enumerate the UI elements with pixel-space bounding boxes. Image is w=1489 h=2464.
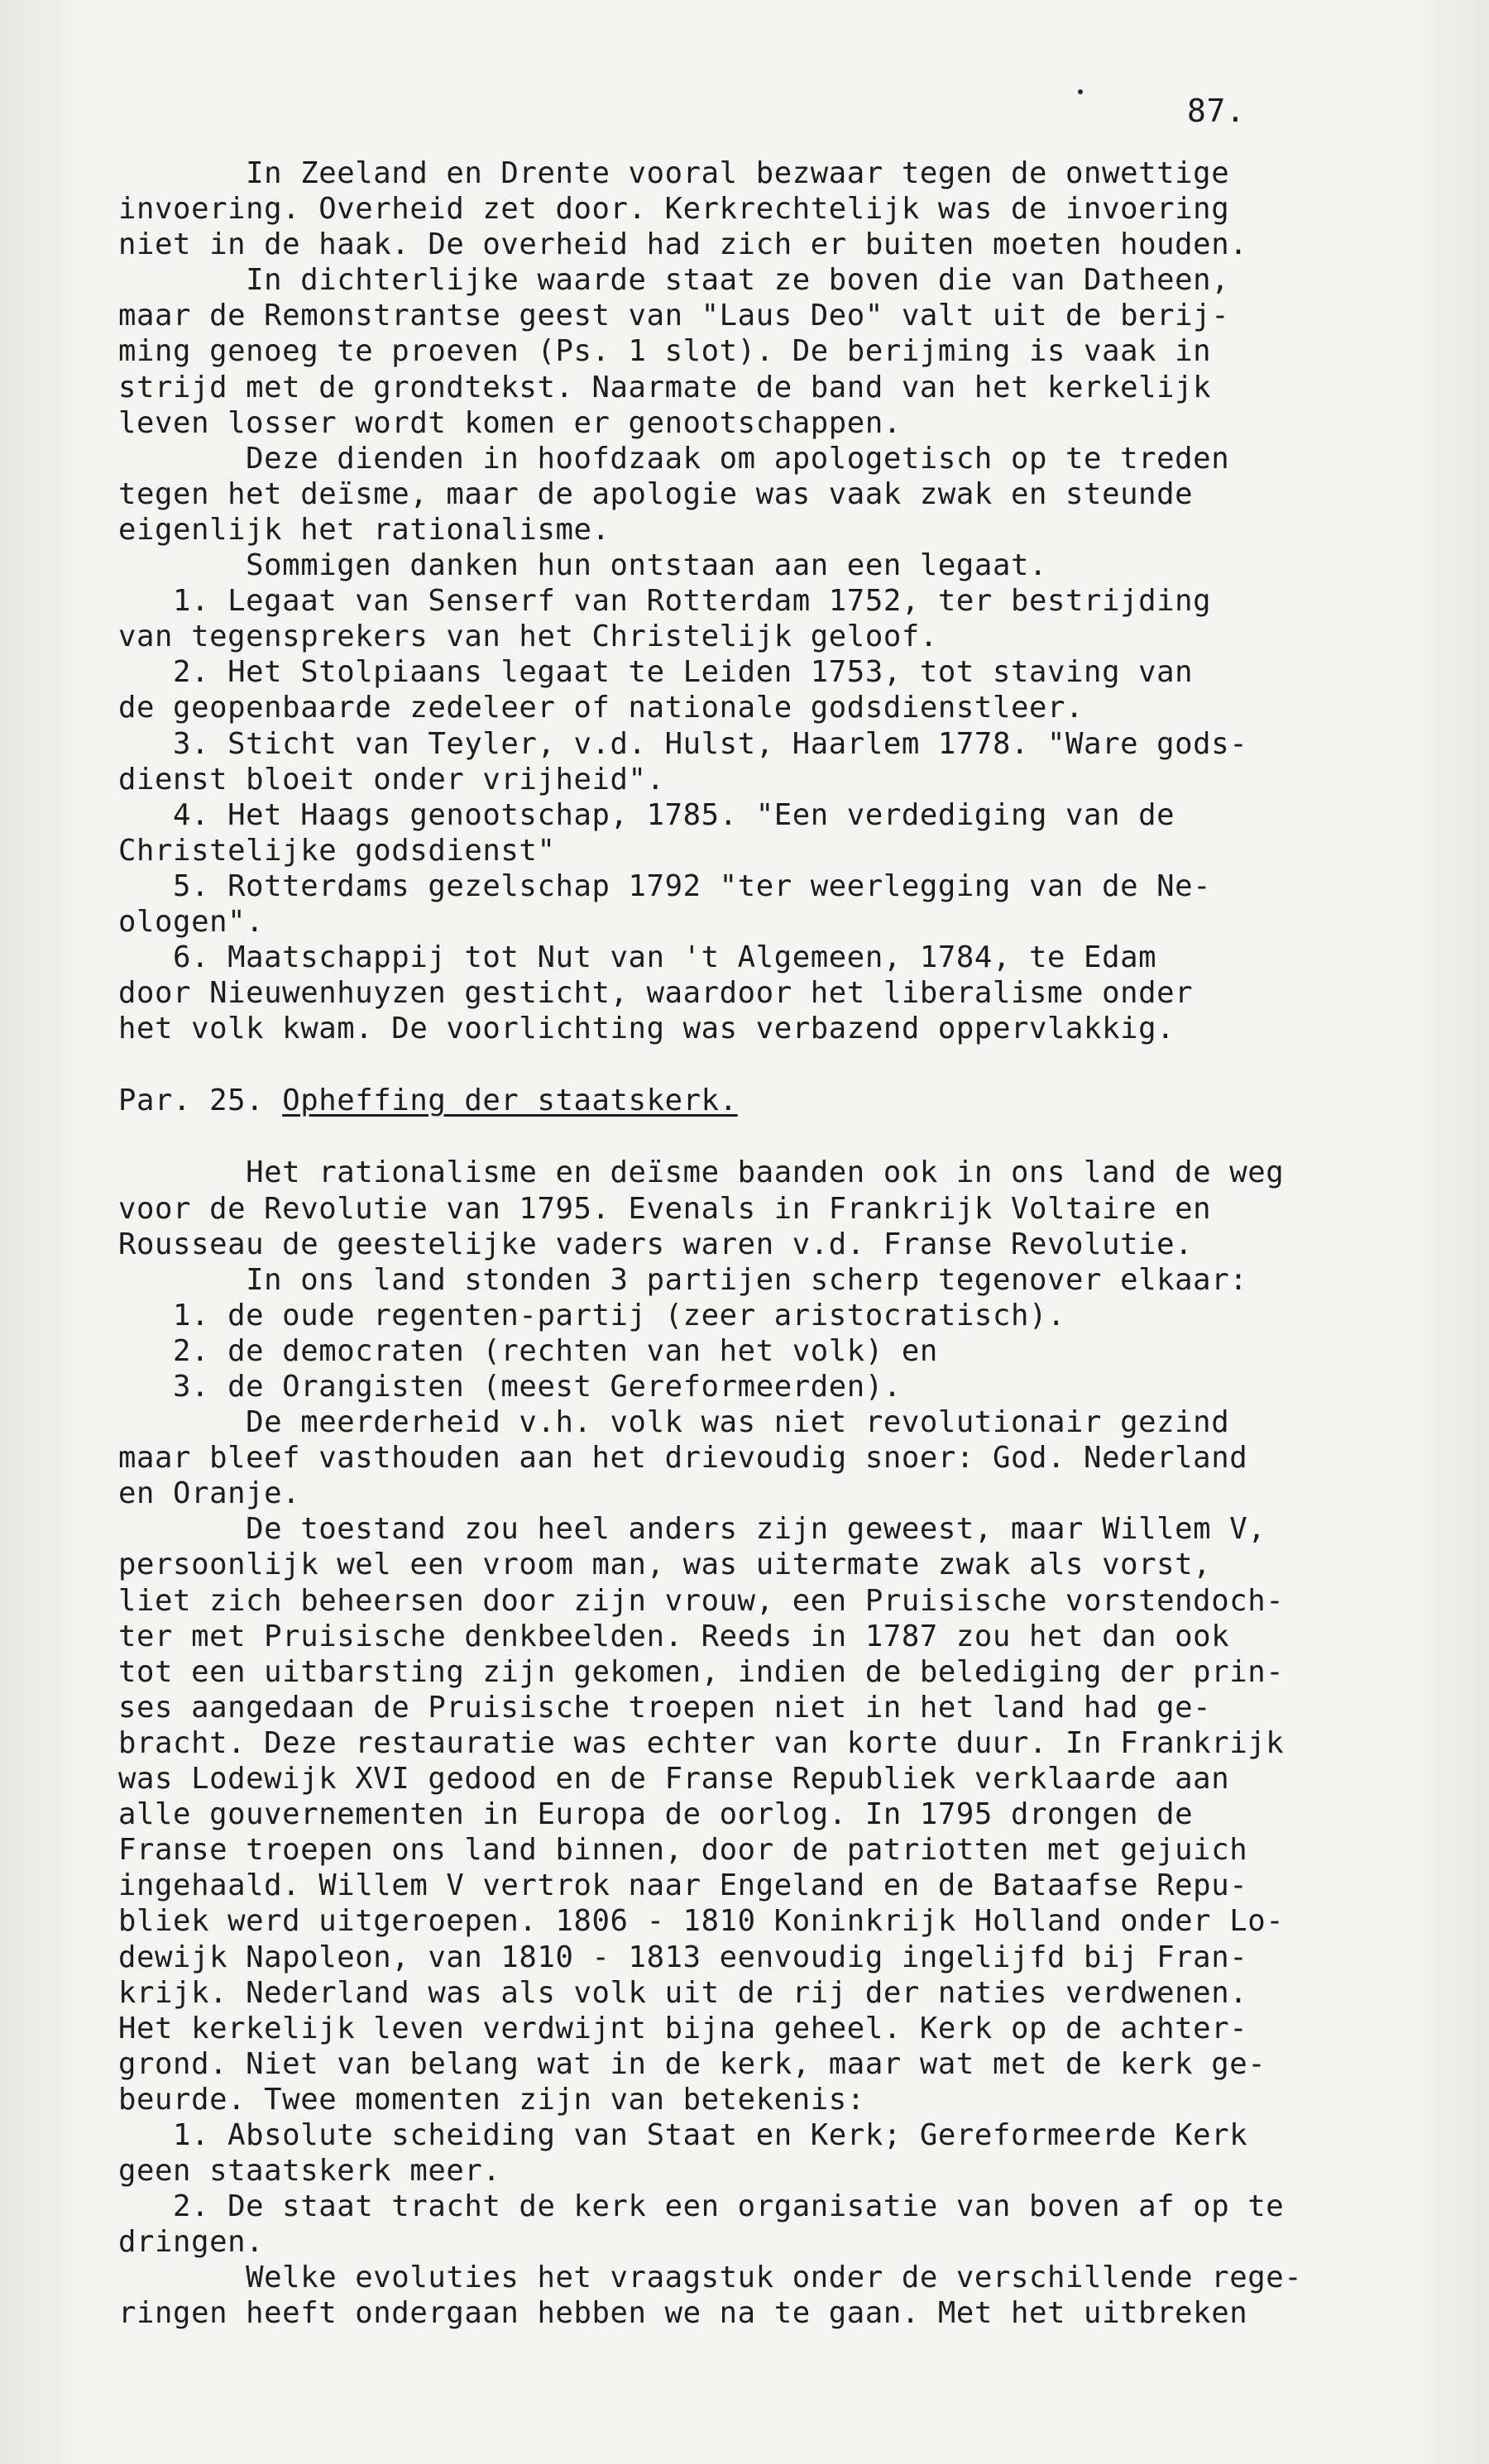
- text-line: bracht. Deze restauratie was echter van korte duur. In Frankrijk: [118, 1725, 1285, 1760]
- text-line: maar bleef vasthouden aan het drievoudig snoer: God. Nederland: [118, 1441, 1248, 1476]
- text-line: dienst bloeit onder vrijheid".: [118, 762, 665, 797]
- text-line: voor de Revolutie van 1795. Evenals in Frankrijk Voltaire en: [118, 1191, 1212, 1226]
- text-line: invoering. Overheid zet door. Kerkrechtelijk was de invoering: [118, 192, 1230, 227]
- text-line: ses aangedaan de Pruisische troepen niet in het land had ge-: [118, 1690, 1212, 1725]
- text-line: 1. Legaat van Senserf van Rotterdam 1752, ter bestrijding: [118, 584, 1212, 619]
- text-line: de geopenbaarde zedeleer of nationale godsdienstleer.: [118, 691, 1084, 725]
- text-line: persoonlijk wel een vroom man, was uitermate zwak als vorst,: [118, 1548, 1212, 1582]
- text-line: grond. Niet van belang wat in de kerk, maar wat met de kerk ge-: [118, 2046, 1266, 2081]
- text-line: Welke evoluties het vraagstuk onder de verschillende rege-: [118, 2261, 1303, 2295]
- text-line: 2. de democraten (rechten van het volk) en: [118, 1333, 938, 1368]
- text-line: 3. Sticht van Teyler, v.d. Hulst, Haarlem 1778. "Ware gods-: [118, 726, 1248, 761]
- text-line: geen staatskerk meer.: [118, 2154, 501, 2189]
- page-body: [118, 155, 1425, 2332]
- text-line: 6. Maatschappij tot Nut van 't Algemeen, 1784, te Edam: [118, 940, 1157, 975]
- blank-line: [118, 1118, 1425, 1155]
- text-line: In Zeeland en Drente vooral bezwaar tegen de onwettige: [118, 156, 1230, 190]
- text-line: In dichterlijke waarde staat ze boven die van Datheen,: [118, 263, 1230, 298]
- text-line: dewijk Napoleon, van 1810 - 1813 eenvoudig ingelijfd bij Fran-: [118, 1940, 1248, 1974]
- text-line: Sommigen danken hun ontstaan aan een legaat.: [118, 548, 1048, 583]
- text-line: ming genoeg te proeven (Ps. 1 slot). De berijming is vaak in: [118, 334, 1212, 369]
- text-line: De meerderheid v.h. volk was niet revolutionair gezind: [118, 1405, 1230, 1440]
- ink-dot: [1078, 89, 1083, 94]
- text-line: krijk. Nederland was als volk uit de rij der naties verdwenen.: [118, 1975, 1248, 2010]
- section-heading: [118, 1083, 1425, 1118]
- text-line: 1. Absolute scheiding van Staat en Kerk; Gereformeerde Kerk: [118, 2117, 1248, 2152]
- text-line: Deze dienden in hoofdzaak om apologetisch op te treden: [118, 441, 1230, 476]
- text-line: eigenlijk het rationalisme.: [118, 512, 610, 547]
- text-line: De toestand zou heel anders zijn geweest, maar Willem V,: [118, 1512, 1266, 1547]
- text-line: beurde. Twee momenten zijn van betekenis:: [118, 2082, 865, 2117]
- text-line: dringen.: [118, 2225, 265, 2260]
- text-line: ologen".: [118, 904, 265, 939]
- text-line: 4. Het Haags genootschap, 1785. "Een verdediging van de: [118, 797, 1175, 832]
- section-24-text: [118, 155, 1425, 1046]
- section-title: Opheffing der staatskerk.: [282, 1084, 738, 1118]
- text-line: niet in de haak. De overheid had zich er buiten moeten houden.: [118, 227, 1248, 262]
- text-line: het volk kwam. De voorlichting was verbazend oppervlakkig.: [118, 1012, 1175, 1046]
- text-line: Franse troepen ons land binnen, door de patriotten met gejuich: [118, 1833, 1248, 1868]
- text-line: leven losser wordt komen er genootschappen.: [118, 405, 902, 440]
- page-number: 87.: [1187, 93, 1246, 129]
- text-line: 2. Het Stolpiaans legaat te Leiden 1753, tot staving van: [118, 655, 1194, 690]
- text-line: ter met Pruisische denkbeelden. Reeds in 1787 zou het dan ook: [118, 1619, 1230, 1653]
- text-line: van tegensprekers van het Christelijk geloof.: [118, 620, 938, 654]
- blank-line: [118, 1046, 1425, 1083]
- text-line: 1. de oude regenten-partij (zeer aristocratisch).: [118, 1298, 1066, 1332]
- text-line: tegen het deïsme, maar de apologie was vaak zwak en steunde: [118, 476, 1194, 511]
- text-line: 3. de Orangisten (meest Gereformeerden).: [118, 1370, 902, 1404]
- text-line: tot een uitbarsting zijn gekomen, indien de belediging der prin-: [118, 1654, 1285, 1689]
- text-line: liet zich beheersen door zijn vrouw, een Pruisische vorstendoch-: [118, 1583, 1285, 1618]
- text-line: alle gouvernementen in Europa de oorlog. In 1795 drongen de: [118, 1797, 1194, 1832]
- text-line: 2. De staat tracht de kerk een organisatie van boven af op te: [118, 2189, 1285, 2224]
- text-line: bliek werd uitgeroepen. 1806 - 1810 Koninkrijk Holland onder Lo-: [118, 1904, 1285, 1939]
- text-line: maar de Remonstrantse geest van "Laus Deo" valt uit de berij-: [118, 299, 1230, 333]
- text-line: door Nieuwenhuyzen gesticht, waardoor het liberalisme onder: [118, 976, 1194, 1011]
- text-line: In ons land stonden 3 partijen scherp tegenover elkaar:: [118, 1262, 1248, 1297]
- text-line: Christelijke godsdienst": [118, 833, 556, 868]
- text-line: en Oranje.: [118, 1476, 301, 1511]
- text-line: Het rationalisme en deïsme baanden ook in ons land de weg: [118, 1155, 1285, 1190]
- section-25-text: [118, 1155, 1425, 2331]
- section-label: Par. 25.: [118, 1084, 283, 1118]
- text-line: Rousseau de geestelijke vaders waren v.d. Franse Revolutie.: [118, 1227, 1194, 1261]
- text-line: Het kerkelijk leven verdwijnt bijna geheel. Kerk op de achter-: [118, 2011, 1248, 2045]
- text-line: ringen heeft ondergaan hebben we na te gaan. Met het uitbreken: [118, 2296, 1248, 2331]
- text-line: ingehaald. Willem V vertrok naar Engeland en de Bataafse Repu-: [118, 1868, 1248, 1903]
- text-line: was Lodewijk XVI gedood en de Franse Republiek verklaarde aan: [118, 1762, 1230, 1797]
- text-line: strijd met de grondtekst. Naarmate de band van het kerkelijk: [118, 370, 1212, 404]
- text-line: 5. Rotterdams gezelschap 1792 "ter weerlegging van de Ne-: [118, 868, 1212, 903]
